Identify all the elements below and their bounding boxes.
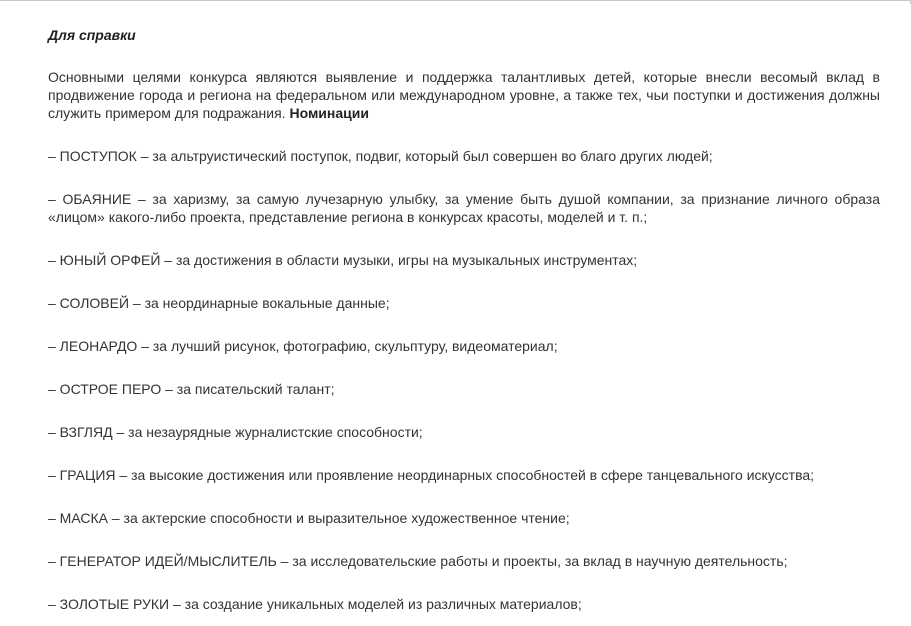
article-body [48,26,880,613]
nominations-label: Номинации [289,105,369,121]
nomination-item-vzglyad: – ВЗГЛЯД – за незаурядные журналистские способности; [48,424,423,440]
article-heading: Для справки [48,27,136,43]
nominations-list [48,147,880,613]
nomination-item-obayanie: – ОБАЯНИЕ – за харизму, за самую лучезарную улыбку, за умение быть душой компании, за признание личного образа «лицом» какого-либо проекта, представление региона в конкурсах красоты, моделей и т. п.; [48,191,880,225]
nomination-item-solovey: – СОЛОВЕЙ – за неординарные вокальные данные; [48,295,390,311]
intro-text: Основными целями конкурса являются выявление и поддержка талантливых детей, которые внесли весомый вклад в продвижение города и региона на федеральном или международном уровне, а также тех, чьи поступки и достижения должны служить примером для подражания. [48,69,880,121]
page-top-border [0,0,911,4]
intro-paragraph [48,68,880,122]
nomination-item-yuny-orfey: – ЮНЫЙ ОРФЕЙ – за достижения в области музыки, игры на музыкальных инструментах; [48,252,638,268]
nomination-item-zolotye-ruki: – ЗОЛОТЫЕ РУКИ – за создание уникальных моделей из различных материалов; [48,596,582,612]
nomination-item-postupok: – ПОСТУПОК – за альтруистический поступок, подвиг, который был совершен во благо других людей; [48,148,713,164]
nomination-item-maska: – МАСКА – за актерские способности и выразительное художественное чтение; [48,510,570,526]
nomination-item-leonardo: – ЛЕОНАРДО – за лучший рисунок, фотографию, скульптуру, видеоматериал; [48,338,558,354]
nomination-item-gratsiya: – ГРАЦИЯ – за высокие достижения или проявление неординарных способностей в сфере танцевального искусства; [48,467,815,483]
nomination-item-generator-idey: – ГЕНЕРАТОР ИДЕЙ/МЫСЛИТЕЛЬ – за исследовательские работы и проекты, за вклад в научную деятельность; [48,553,788,569]
nomination-item-ostroe-pero: – ОСТРОЕ ПЕРО – за писательский талант; [48,381,335,397]
